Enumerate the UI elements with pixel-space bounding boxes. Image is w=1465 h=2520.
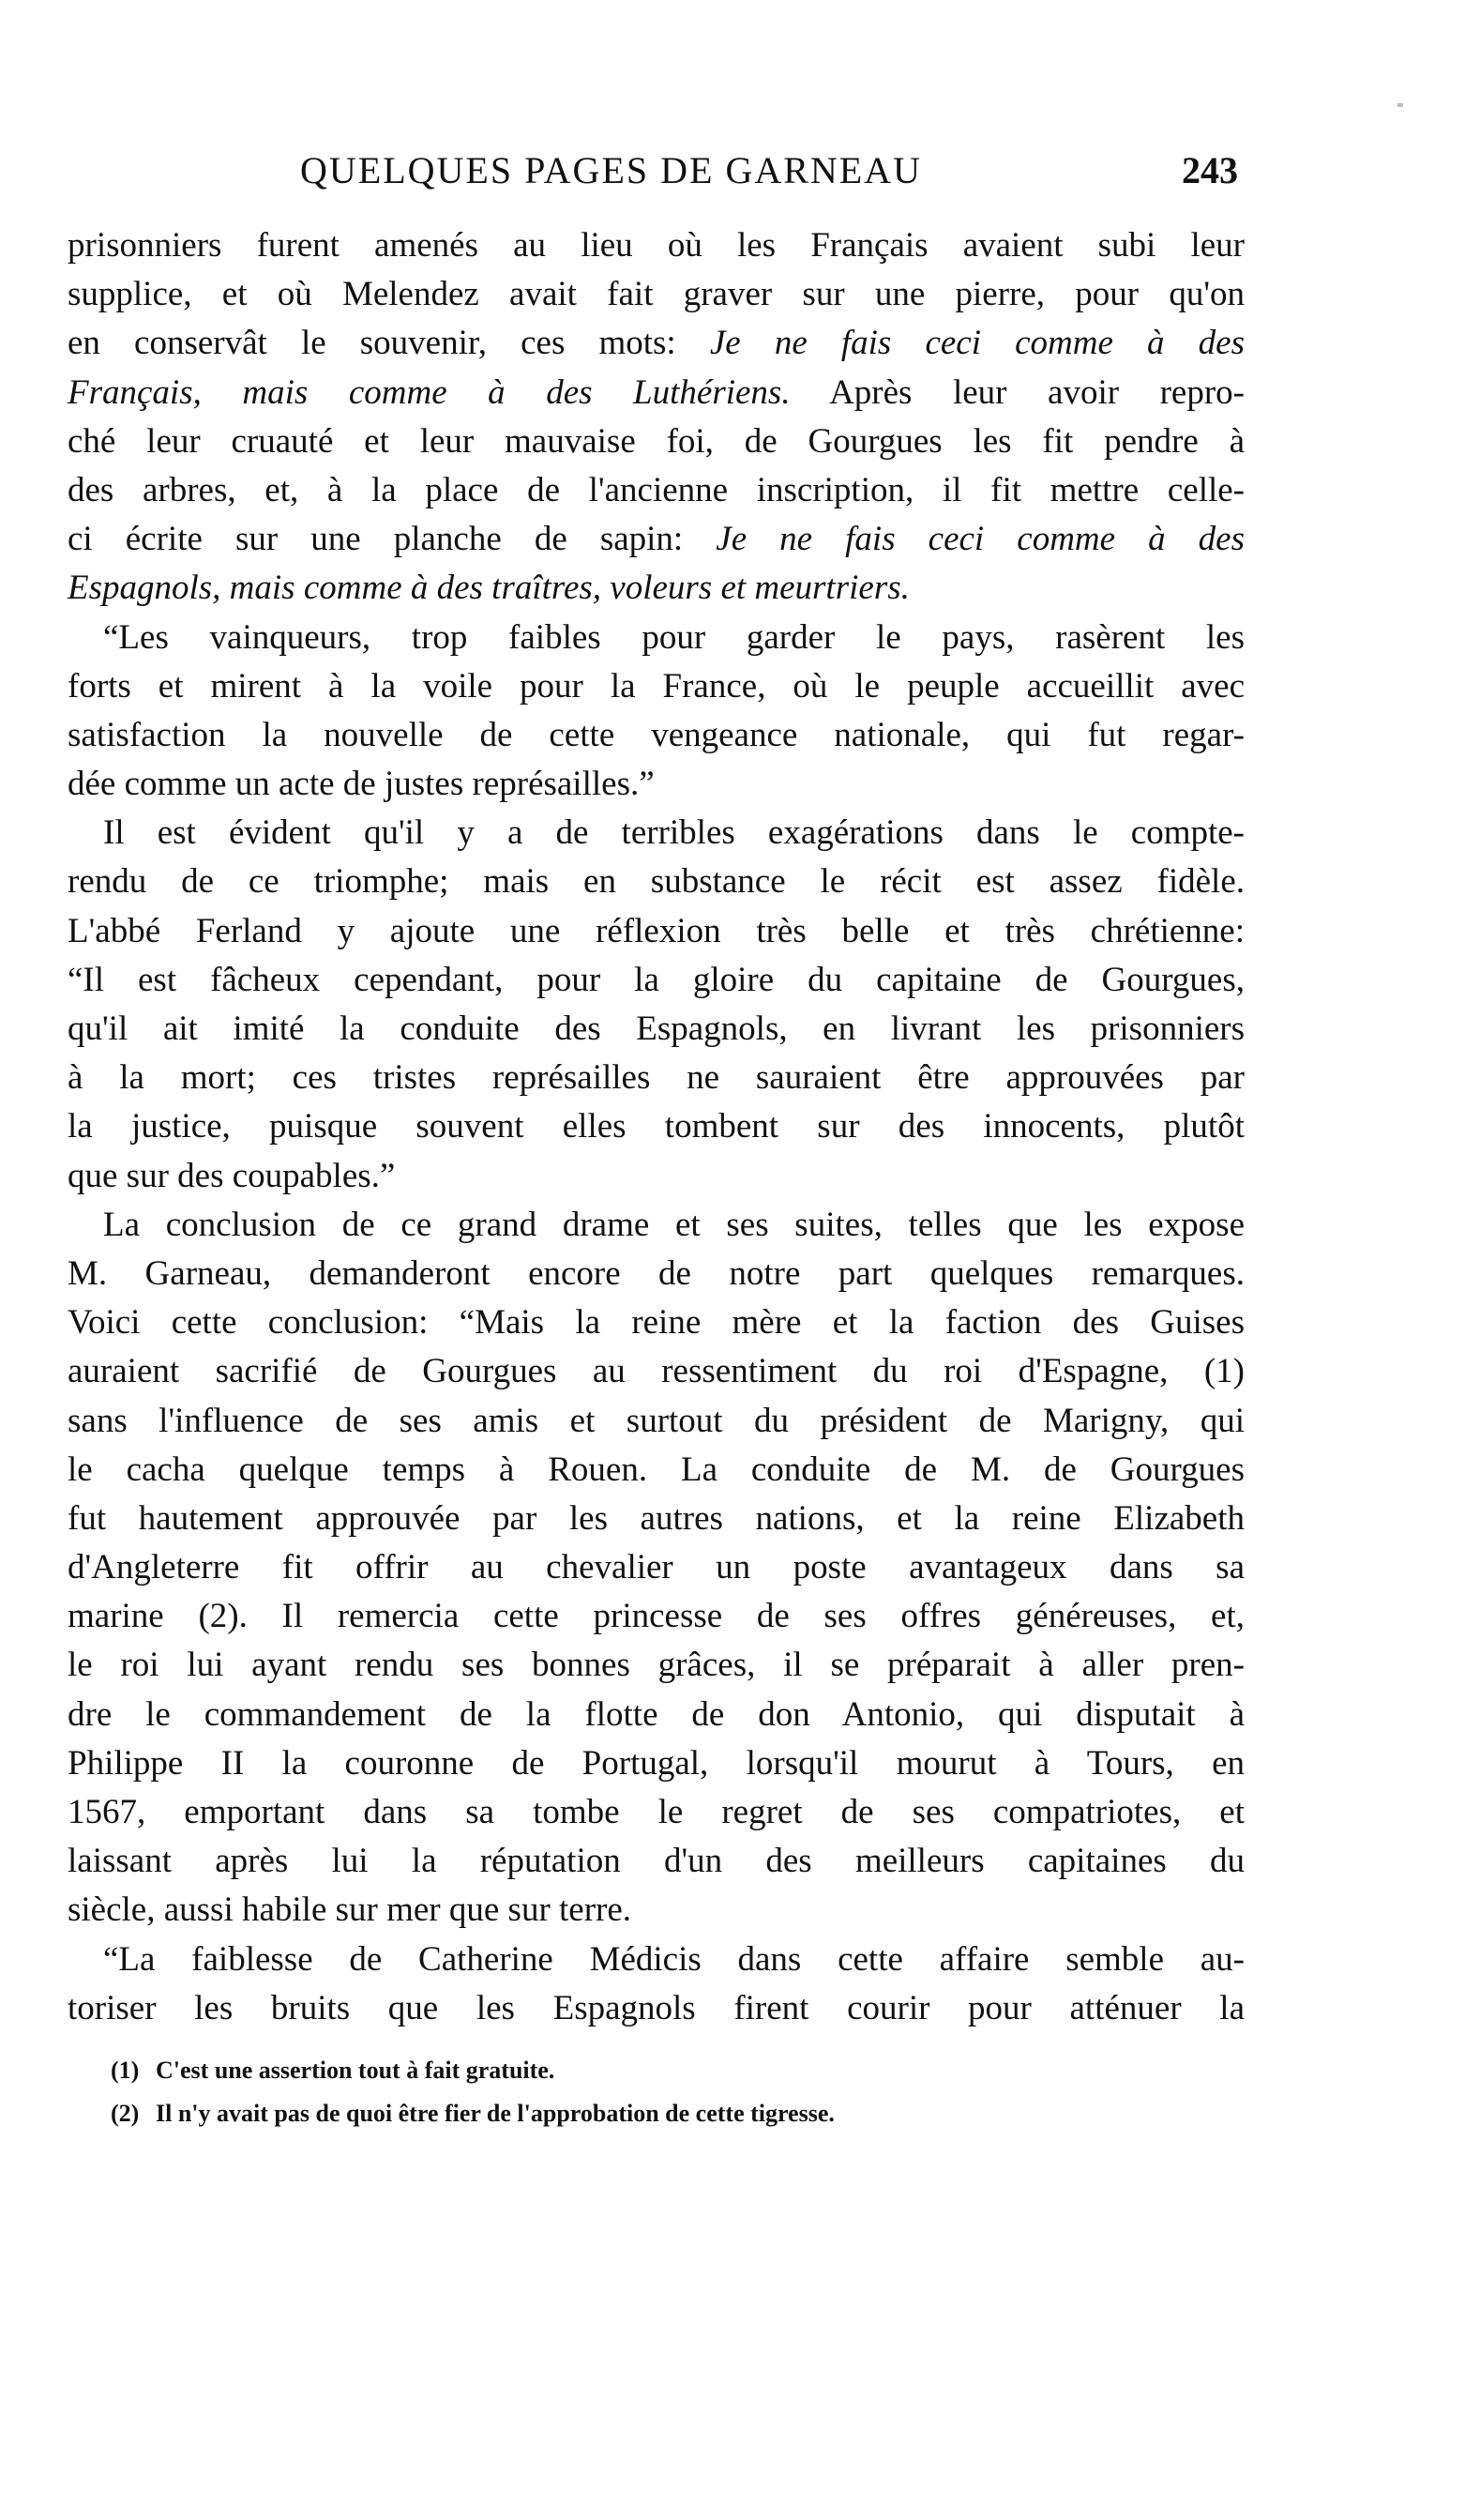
- footnote-mark: (2): [111, 2100, 140, 2127]
- text-segment: des arbres, et, à la place de l'ancienne inscription, il fit mettre celle-: [68, 470, 1245, 509]
- text-segment: fut hautement approuvée par les autres nations, et la reine Elizabeth: [68, 1498, 1245, 1538]
- text-line: [68, 564, 1245, 613]
- text-segment: “Il est fâcheux cependant, pour la gloire du capitaine de Gourgues,: [68, 960, 1245, 999]
- text-line: [68, 417, 1245, 466]
- running-title: QUELQUES PAGES DE GARNEAU: [300, 149, 922, 191]
- text-segment: M. Garneau, demanderont encore de notre part quelques remarques.: [68, 1253, 1245, 1293]
- text-segment: prisonniers furent amenés au lieu où les Français avaient subi leur: [68, 226, 1245, 265]
- text-segment: la justice, puisque souvent elles tombent sur des innocents, plutôt: [68, 1107, 1245, 1146]
- italic-text: Je ne fais ceci comme à des: [709, 324, 1245, 363]
- text-line: [68, 1495, 1245, 1543]
- italic-text: Espagnols, mais comme à des traîtres, voleurs et meurtriers.: [68, 569, 910, 608]
- text-line: [68, 466, 1245, 515]
- italic-text: Je ne fais ceci comme à des: [716, 520, 1245, 559]
- text-segment: Il est évident qu'il y a de terribles exagérations dans le compte-: [103, 813, 1245, 853]
- text-line: [68, 1054, 1245, 1102]
- text-segment: “La faiblesse de Catherine Médicis dans cette affaire semble au-: [103, 1939, 1245, 1979]
- text-line: [68, 1936, 1245, 1984]
- footnote-text: Il n'y avait pas de quoi être fier de l'approbation de cette tigresse.: [156, 2100, 835, 2127]
- text-segment: toriser les bruits que les Espagnols firent courir pour atténuer la: [68, 1988, 1245, 2027]
- text-segment: satisfaction la nouvelle de cette vengeance nationale, qui fut regar-: [68, 715, 1245, 754]
- text-segment: Après leur avoir repro-: [790, 372, 1245, 412]
- text-line: [68, 1250, 1245, 1298]
- page-number: 243: [1182, 149, 1238, 191]
- footnote-mark: (1): [111, 2057, 140, 2084]
- text-segment: sans l'influence de ses amis et surtout du président de Marigny, qui: [68, 1401, 1245, 1440]
- text-segment: le roi lui ayant rendu ses bonnes grâces, il se préparait à aller pren-: [68, 1646, 1245, 1685]
- text-segment: le cacha quelque temps à Rouen. La conduite de M. de Gourgues: [68, 1450, 1245, 1489]
- text-line: [68, 956, 1245, 1005]
- text-line: [68, 1691, 1245, 1739]
- text-line: [68, 1592, 1245, 1641]
- text-segment: “Les vainqueurs, trop faibles pour garder le pays, rasèrent les: [103, 617, 1245, 657]
- text-segment: que sur des coupables.”: [68, 1156, 396, 1195]
- text-segment: d'Angleterre fit offrir au chevalier un poste avantageux dans sa: [68, 1548, 1245, 1587]
- italic-text: Français, mais comme à des Luthériens.: [68, 372, 791, 412]
- body-text: [68, 221, 1245, 2033]
- text-line: [68, 369, 1245, 417]
- text-line: [68, 1446, 1245, 1495]
- text-line: [68, 1005, 1245, 1054]
- text-line: [68, 614, 1245, 662]
- scan-speck: [1397, 103, 1403, 107]
- text-segment: La conclusion de ce grand drame et ses suites, telles que les expose: [103, 1205, 1245, 1244]
- text-line: [68, 1298, 1245, 1347]
- text-line: [68, 1886, 1245, 1935]
- text-line: [68, 1152, 1245, 1201]
- text-line: [68, 1397, 1245, 1446]
- text-segment: supplice, et où Melendez avait fait graver sur une pierre, pour qu'on: [68, 275, 1245, 314]
- text-line: [68, 1837, 1245, 1886]
- text-segment: dée comme un acte de justes représailles.”: [68, 765, 655, 804]
- text-line: [68, 1984, 1245, 2033]
- text-segment: en conservât le souvenir, ces mots:: [68, 324, 710, 363]
- text-segment: dre le commandement de la flotte de don Antonio, qui disputait à: [68, 1694, 1245, 1734]
- text-line: [68, 1201, 1245, 1250]
- running-head: [75, 143, 1238, 199]
- footnotes: [111, 2049, 1142, 2135]
- text-segment: à la mort; ces tristes représailles ne sauraient être approuvées par: [68, 1058, 1245, 1098]
- text-segment: forts et mirent à la voile pour la France, où le peuple accueillit avec: [68, 666, 1245, 706]
- text-line: [68, 515, 1245, 564]
- text-segment: 1567, emportant dans sa tombe le regret de ses compatriotes, et: [68, 1793, 1245, 1831]
- text-line: [68, 809, 1245, 858]
- text-segment: laissant après lui la réputation d'un des meilleurs capitaines du: [68, 1842, 1245, 1881]
- text-line: [68, 1102, 1245, 1151]
- footnote-text: C'est une assertion tout à fait gratuite.: [156, 2057, 555, 2084]
- text-line: [68, 270, 1245, 319]
- text-segment: Philippe II la couronne de Portugal, lorsqu'il mourut à Tours, en: [68, 1743, 1245, 1783]
- text-segment: rendu de ce triomphe; mais en substance le récit est assez fidèle.: [68, 862, 1245, 902]
- text-line: [68, 1788, 1245, 1837]
- text-line: [68, 221, 1245, 270]
- text-line: [68, 1347, 1245, 1396]
- text-line: [68, 1739, 1245, 1788]
- text-segment: marine (2). Il remercia cette princesse de ses offres généreuses, et,: [68, 1597, 1245, 1636]
- text-line: [68, 711, 1245, 760]
- footnote: [111, 2049, 1142, 2092]
- text-segment: ché leur cruauté et leur mauvaise foi, de Gourgues les fit pendre à: [68, 421, 1245, 461]
- text-line: [68, 907, 1245, 956]
- footnote: [111, 2092, 1142, 2135]
- text-segment: Voici cette conclusion: “Mais la reine mère et la faction des Guises: [68, 1303, 1245, 1343]
- text-line: [68, 662, 1245, 711]
- text-line: [68, 858, 1245, 906]
- text-segment: siècle, aussi habile sur mer que sur terre.: [68, 1890, 632, 1930]
- text-segment: qu'il ait imité la conduite des Espagnols, en livrant les prisonniers: [68, 1010, 1245, 1048]
- text-line: [68, 1641, 1245, 1690]
- text-line: [68, 760, 1245, 809]
- text-line: [68, 319, 1245, 368]
- text-segment: L'abbé Ferland y ajoute une réflexion très belle et très chrétienne:: [68, 911, 1245, 950]
- text-segment: ci écrite sur une planche de sapin:: [68, 520, 717, 559]
- text-segment: auraient sacrifié de Gourgues au ressentiment du roi d'Espagne, (1): [68, 1352, 1245, 1391]
- text-line: [68, 1543, 1245, 1592]
